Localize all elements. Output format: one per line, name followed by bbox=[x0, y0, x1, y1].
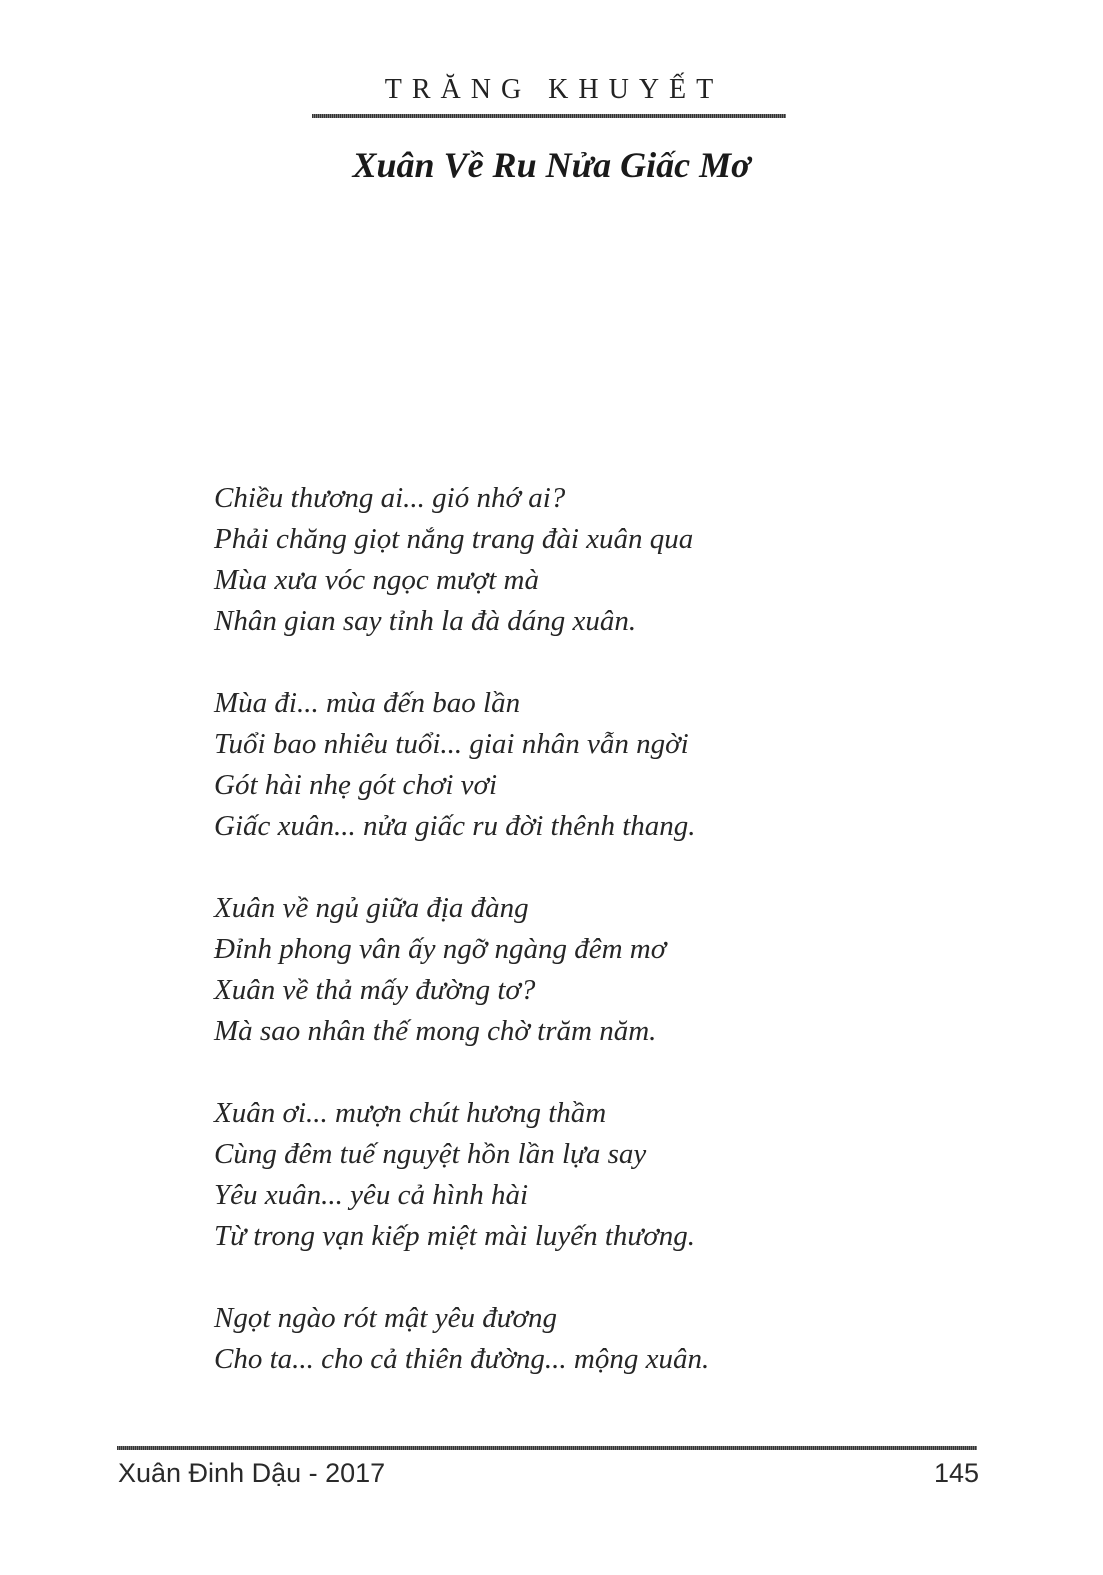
page-number: 145 bbox=[933, 1458, 979, 1488]
poem-line: Mà sao nhân thế mong chờ trăm năm. bbox=[214, 1015, 657, 1047]
poem-line: Phải chăng giọt nắng trang đài xuân qua bbox=[214, 523, 694, 555]
poem-line: Nhân gian say tỉnh la đà dáng xuân. bbox=[214, 605, 637, 637]
poem-line: Gót hài nhẹ gót chơi vơi bbox=[214, 769, 498, 801]
poem-line: Đỉnh phong vân ấy ngỡ ngàng đêm mơ bbox=[214, 933, 667, 965]
poem-line: Ngọt ngào rót mật yêu đương bbox=[214, 1302, 558, 1334]
poem-line: Mùa xưa vóc ngọc mượt mà bbox=[214, 564, 539, 596]
footer-issue: Xuân Đinh Dậu - 2017 bbox=[118, 1458, 386, 1488]
poem-line: Từ trong vạn kiếp miệt mài luyến thương. bbox=[214, 1220, 695, 1252]
stanza bbox=[214, 888, 709, 1052]
poem-line: Giấc xuân... nửa giấc ru đời thênh thang. bbox=[214, 810, 696, 842]
page-header bbox=[312, 72, 786, 118]
stanza bbox=[214, 683, 709, 847]
stanza bbox=[214, 1093, 709, 1257]
poem-line: Yêu xuân... yêu cả hình hài bbox=[214, 1179, 529, 1211]
poem-line: Cùng đêm tuế nguyệt hồn lần lựa say bbox=[214, 1138, 647, 1170]
stanza bbox=[214, 478, 709, 642]
poem-line: Xuân về ngủ giữa địa đàng bbox=[214, 892, 529, 924]
stanza bbox=[214, 1298, 709, 1380]
header-divider bbox=[312, 114, 786, 118]
poem-line: Tuổi bao nhiêu tuổi... giai nhân vẫn ngời bbox=[214, 728, 689, 760]
poem-line: Mùa đi... mùa đến bao lần bbox=[214, 687, 521, 719]
poem-line: Cho ta... cho cả thiên đường... mộng xuân. bbox=[214, 1343, 710, 1375]
poem-line: Xuân về thả mấy đường tơ? bbox=[214, 974, 536, 1006]
footer-divider bbox=[117, 1446, 977, 1450]
poem-title: Xuân Về Ru Nửa Giấc Mơ bbox=[352, 145, 751, 185]
poem-body bbox=[214, 478, 709, 1421]
poem-line: Xuân ơi... mượn chút hương thầm bbox=[214, 1097, 607, 1129]
magazine-title: TRĂNG KHUYẾT bbox=[384, 74, 724, 105]
poem-line: Chiều thương ai... gió nhớ ai? bbox=[214, 482, 566, 514]
